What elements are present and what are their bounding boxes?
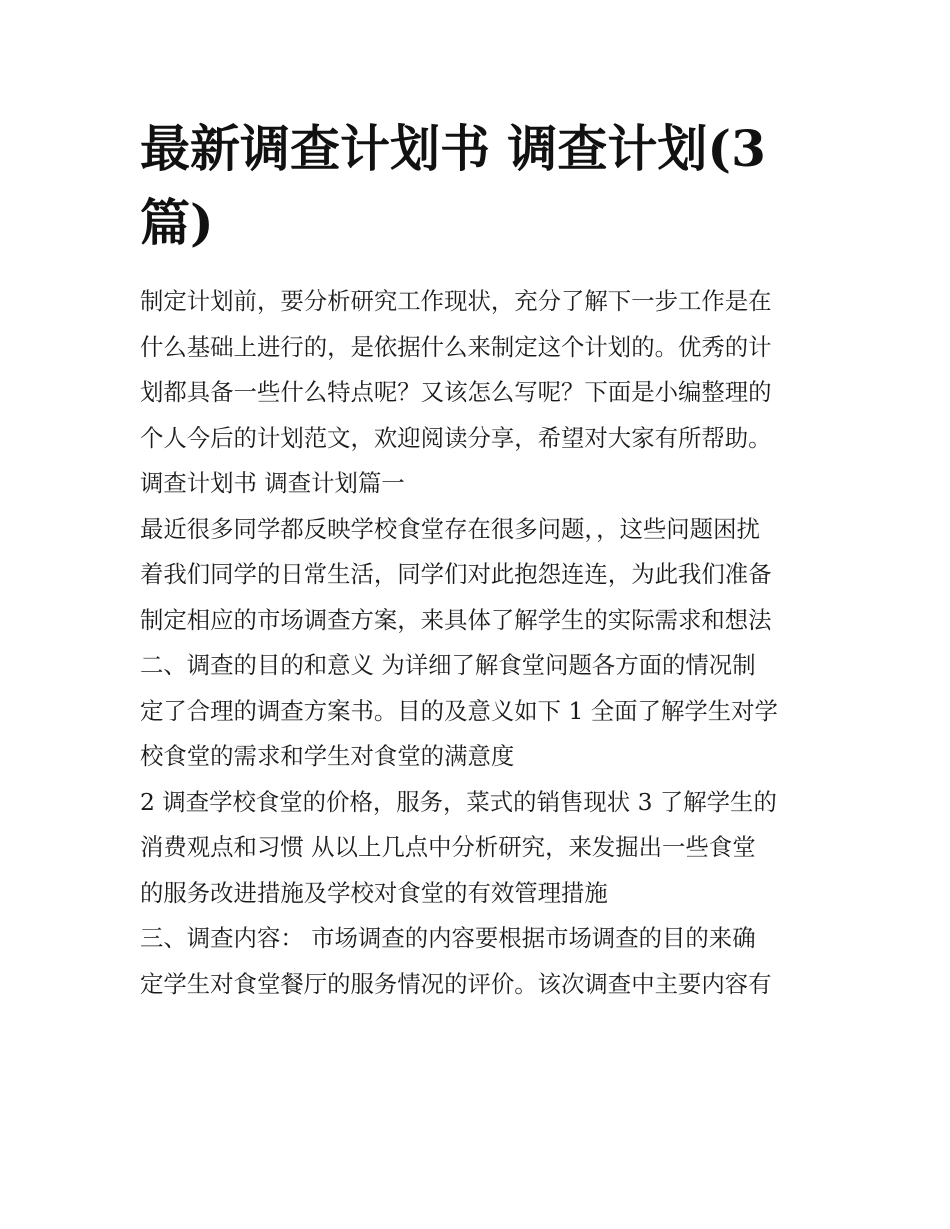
- page-title: [140, 112, 820, 260]
- body-line: 个人今后的计划范文，欢迎阅读分享，希望对大家有所帮助。: [140, 423, 772, 452]
- body-line: 定了合理的调查方案书。目的及意义如下 1 全面了解学生对学: [140, 696, 778, 725]
- body-line: 制定计划前，要分析研究工作现状，充分了解下一步工作是在: [140, 287, 772, 315]
- document-body: [140, 279, 840, 1007]
- title-line-1: 最新调查计划书 调查计划(3: [140, 119, 766, 178]
- body-line: 什么基础上进行的，是依据什么来制定这个计划的。优秀的计: [140, 332, 772, 361]
- body-line: 2 调查学校食堂的价格，服务，菜式的销售现状 3 了解学生的: [140, 787, 777, 816]
- section-heading: 调查计划书 调查计划篇一: [140, 469, 405, 497]
- body-line: 二、调查的目的和意义 为详细了解食堂问题各方面的情况制: [140, 651, 756, 679]
- body-line: 制定相应的市场调查方案，来具体了解学生的实际需求和想法: [140, 605, 772, 634]
- body-line: 消费观点和习惯 从以上几点中分析研究，来发掘出一些食堂: [140, 833, 756, 861]
- body-line: 着我们同学的日常生活，同学们对此抱怨连连，为此我们准备: [140, 560, 772, 588]
- body-line: 的服务改进措施及学校对食堂的有效管理措施: [140, 878, 608, 907]
- title-line-2: 篇): [140, 193, 214, 252]
- body-line: 最近很多同学都反映学校食堂存在很多问题，，这些问题困扰: [140, 514, 760, 543]
- body-line: 划都具备一些什么特点呢？又该怎么写呢？下面是小编整理的: [140, 378, 772, 406]
- body-line: 三、调查内容： 市场调查的内容要根据市场调查的目的来确: [140, 924, 756, 952]
- body-line: 定学生对食堂餐厅的服务情况的评价。该次调查中主要内容有: [140, 969, 772, 998]
- body-line: 校食堂的需求和学生对食堂的满意度: [140, 742, 515, 770]
